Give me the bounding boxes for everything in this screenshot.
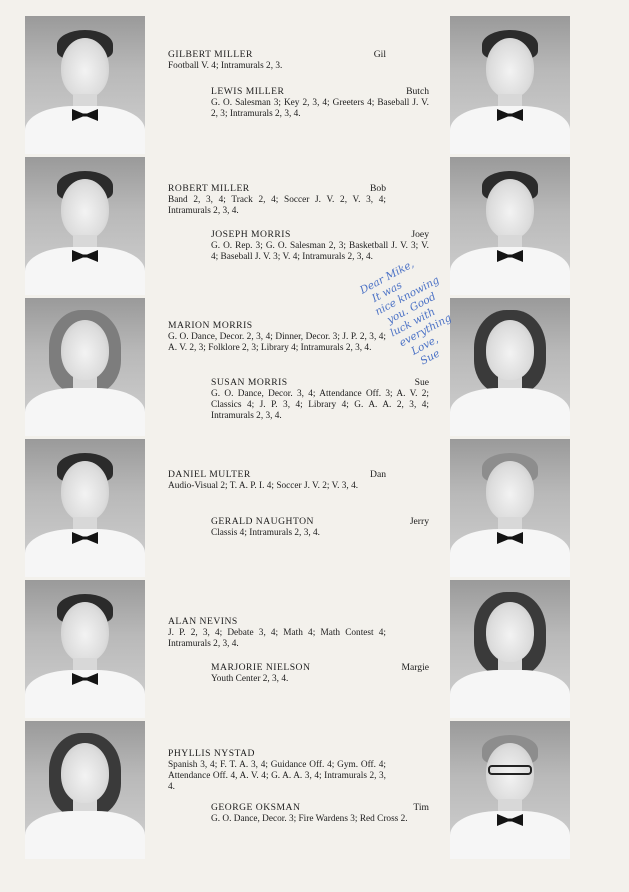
student-activities: G. O. Salesman 3; Key 2, 3, 4; Greeters 4; Baseball J. V. 2, 3; Intramurals 2, 3, 4.: [211, 98, 429, 119]
student-name: LEWIS MILLER: [211, 86, 285, 97]
student-activities: Classis 4; Intramurals 2, 3, 4.: [211, 528, 320, 538]
student-entry: [168, 49, 386, 72]
portrait-photo: [450, 721, 570, 859]
student-activities: G. O. Dance, Decor. 2, 3, 4; Dinner, Decor. 3; J. P. 2, 3, 4; A. V. 2, 3; Folklore 2, 3; Library 4; Intramurals 2, 3, 4.: [168, 332, 386, 353]
student-entry: [211, 86, 429, 120]
student-activities: G. O. Dance, Decor. 3; Fire Wardens 3; Red Cross 2.: [211, 814, 408, 824]
student-entry: [211, 229, 429, 263]
student-name: ROBERT MILLER: [168, 183, 250, 194]
student-activities: Audio-Visual 2; T. A. P. I. 4; Soccer J. V. 2; V. 3, 4.: [168, 481, 359, 491]
student-activities: G. O. Dance, Decor. 3, 4; Attendance Off. 3; A. V. 2; Classics 4; J. P. 3, 4; Library 4; G. A. A. 2, 3, 4; Intramurals 2, 3, 4.: [211, 389, 429, 421]
student-name: GILBERT MILLER: [168, 49, 253, 60]
portrait-photo: [450, 16, 570, 154]
student-entry: [211, 516, 429, 539]
student-entry: [168, 183, 386, 217]
handwritten-signature: Dear Mike, It was nice knowing you. Good luck with everything Love, Sue: [358, 258, 454, 377]
student-nickname: Joey: [411, 229, 429, 240]
student-name: JOSEPH MORRIS: [211, 229, 291, 240]
portrait-photo: [25, 157, 145, 295]
student-name: DANIEL MULTER: [168, 469, 251, 480]
student-nickname: Butch: [406, 86, 429, 97]
student-nickname: Sue: [414, 377, 429, 388]
student-entry: [211, 377, 429, 422]
student-entry: [211, 662, 429, 685]
portrait-photo: [25, 580, 145, 718]
student-name: SUSAN MORRIS: [211, 377, 288, 388]
student-nickname: Dan: [370, 469, 386, 480]
student-name: GERALD NAUGHTON: [211, 516, 314, 527]
portrait-photo: [25, 298, 145, 436]
portrait-photo: [25, 16, 145, 154]
student-name: ALAN NEVINS: [168, 616, 238, 627]
student-entry: [168, 748, 386, 793]
student-activities: Band 2, 3, 4; Track 2, 4; Soccer J. V. 2, V. 3, 4; Intramurals 2, 3, 4.: [168, 195, 386, 216]
student-name: GEORGE OKSMAN: [211, 802, 301, 813]
student-nickname: Bob: [370, 183, 386, 194]
student-entry: [211, 802, 429, 825]
student-entry: [168, 320, 386, 354]
student-nickname: Margie: [401, 662, 429, 673]
student-activities: G. O. Rep. 3; G. O. Salesman 2, 3; Basketball J. V. 3; V. 4; Baseball J. V. 3; V. 4; Intramurals 2, 3, 4.: [211, 241, 429, 262]
student-nickname: Tim: [413, 802, 429, 813]
student-activities: Spanish 3, 4; F. T. A. 3, 4; Guidance Off. 4; Gym. Off. 4; Attendance Off. 4, A. V. 4; G. A. A. 3, 4; Intramurals 2, 3, 4.: [168, 760, 386, 792]
student-nickname: Jerry: [409, 516, 429, 527]
student-nickname: Gil: [373, 49, 386, 60]
portrait-photo: [25, 439, 145, 577]
student-entry: [168, 469, 386, 492]
portrait-photo: [25, 721, 145, 859]
portrait-photo: [450, 439, 570, 577]
student-activities: J. P. 2, 3, 4; Debate 3, 4; Math 4; Math Contest 4; Intramurals 2, 3, 4.: [168, 628, 386, 649]
student-name: MARJORIE NIELSON: [211, 662, 311, 673]
student-activities: Football V. 4; Intramurals 2, 3.: [168, 61, 283, 71]
student-activities: Youth Center 2, 3, 4.: [211, 674, 289, 684]
student-entry: [168, 616, 386, 650]
portrait-photo: [450, 580, 570, 718]
student-name: MARION MORRIS: [168, 320, 253, 331]
student-name: PHYLLIS NYSTAD: [168, 748, 255, 759]
